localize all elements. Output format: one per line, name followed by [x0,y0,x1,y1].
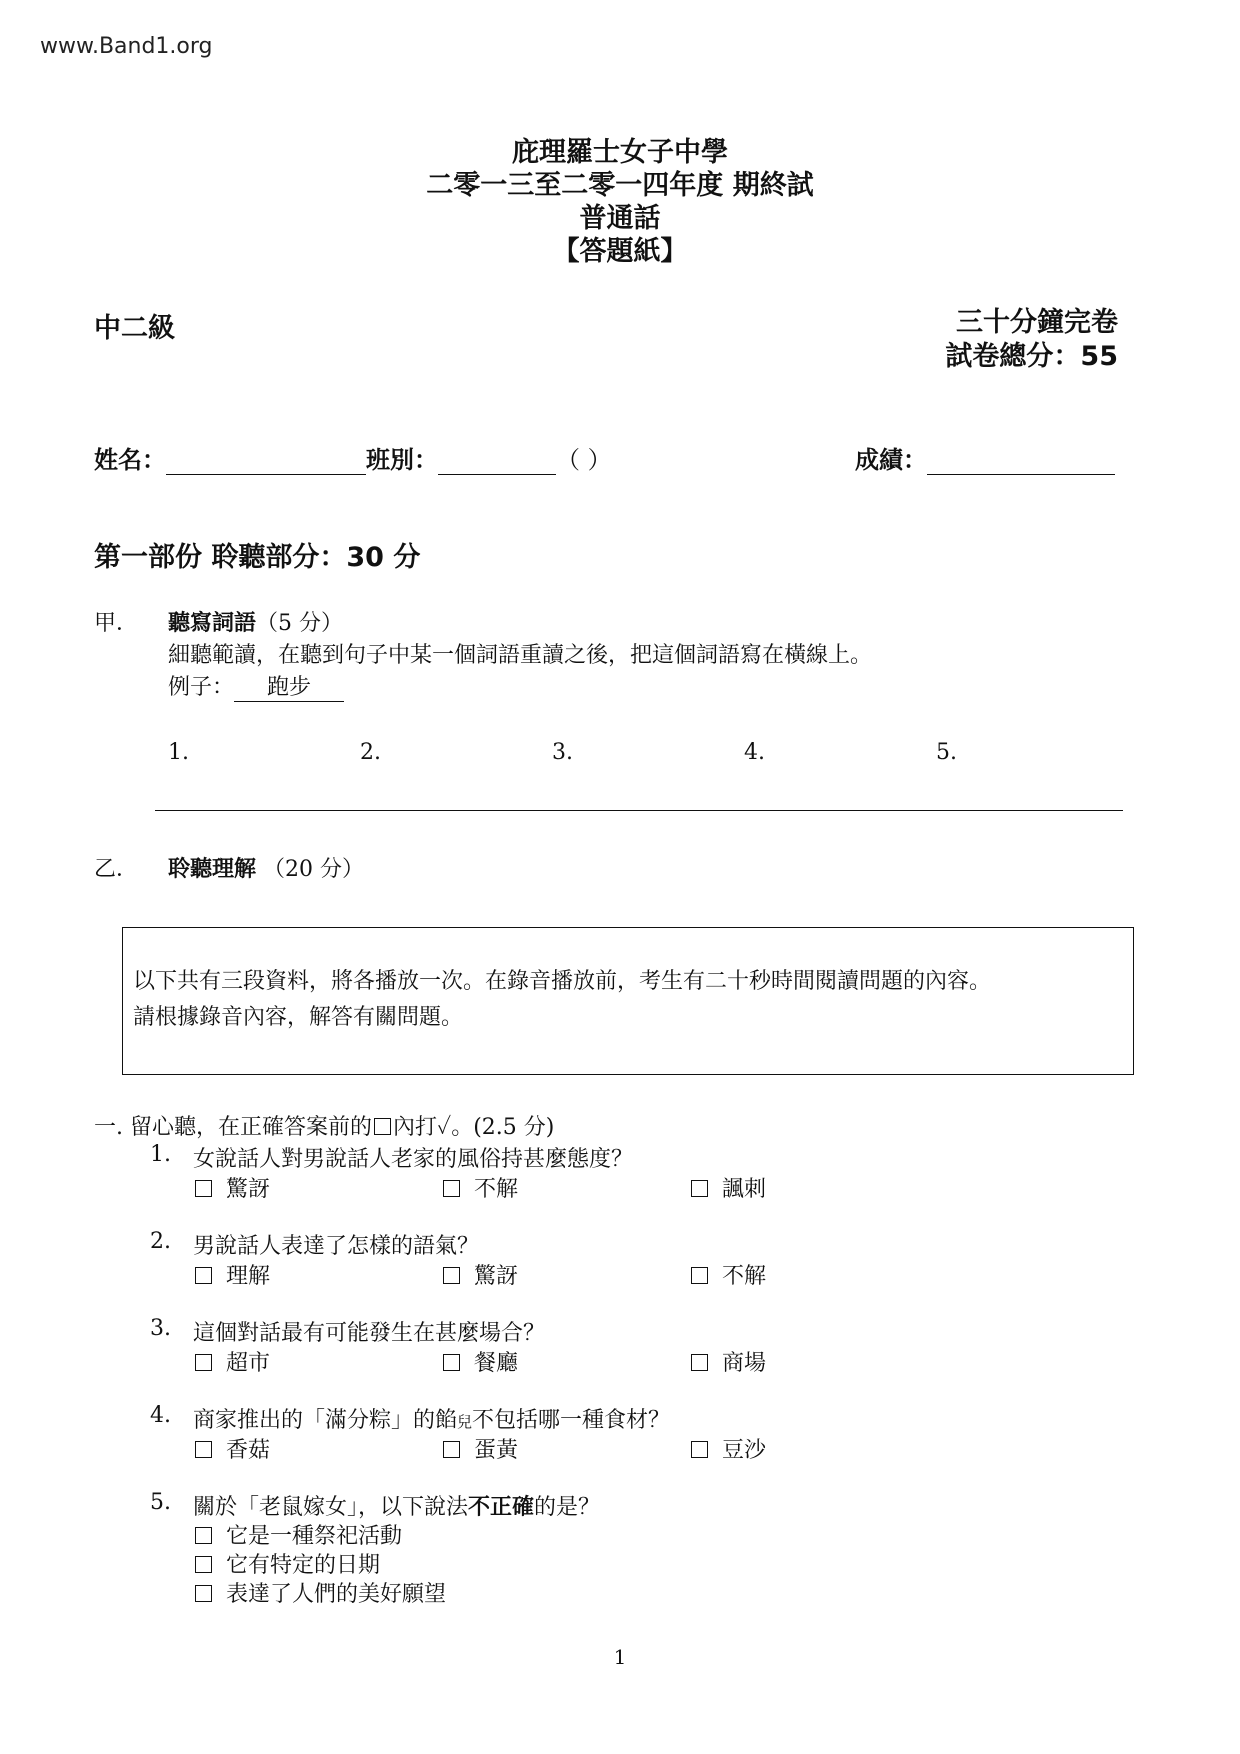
example [168,670,344,702]
checkbox-icon[interactable] [195,1556,212,1573]
duration: 三十分鐘完卷 [956,307,1118,338]
answer-number-4: 4. [744,740,765,765]
question-text [193,1490,600,1521]
option-checkbox[interactable] [443,1259,518,1290]
site-url: www.Band1.org [40,34,213,59]
option-checkbox[interactable] [443,1346,518,1377]
option-checkbox[interactable] [195,1548,380,1579]
option-checkbox[interactable] [443,1172,518,1203]
section-b-heading [168,852,364,883]
score-label: 成績： [855,446,927,474]
name-label: 姓名： [94,446,166,474]
option-label: 諷刺 [722,1177,767,1202]
checkbox-icon[interactable] [691,1267,708,1284]
option-label: 不解 [474,1177,519,1202]
section-a-label: 甲． [94,611,139,636]
checkbox-icon[interactable] [195,1527,212,1544]
option-checkbox[interactable] [691,1433,766,1464]
option-checkbox[interactable] [691,1346,766,1377]
question-group-title [94,1110,554,1141]
option-checkbox[interactable] [195,1433,270,1464]
section-b-title: 聆聽理解 [168,857,257,882]
option-checkbox[interactable] [691,1172,766,1203]
checkbox-icon[interactable] [195,1180,212,1197]
instruction-line-2: 請根據錄音內容，解答有關問題。 [133,1005,464,1030]
question-number: 2. [150,1229,171,1254]
answer-number-5: 5. [936,740,957,765]
section-a-title: 聽寫詞語 [168,611,257,636]
question-text-part: 商家推出的「滿分粽」的餡 [193,1408,458,1433]
checkbox-icon[interactable] [691,1441,708,1458]
option-checkbox[interactable] [195,1259,270,1290]
grade-level: 中二級 [94,313,175,344]
option-checkbox[interactable] [195,1346,270,1377]
class-number-paren: （ ） [556,446,612,474]
option-label: 理解 [226,1264,271,1289]
score-field-group [855,440,1115,475]
section-b-label: 乙． [94,857,139,882]
question-text-part: 不包括哪一種食材？ [472,1408,671,1433]
question-number: 4. [150,1403,171,1428]
question-text: 女說話人對男說話人老家的風俗持甚麼態度？ [193,1147,634,1172]
option-label: 香菇 [226,1438,271,1463]
document-header [0,136,1240,268]
section-b-marks: （20 分） [256,857,364,882]
subject-title: 普通話 [579,203,661,234]
instruction-line-1: 以下共有三段資料，將各播放一次。在錄音播放前，考生有二十秒時間閱讀問題的內容。 [133,969,992,994]
class-label: 班別： [366,446,438,474]
school-name: 庇理羅士女子中學 [512,137,728,168]
option-label: 表達了人們的美好願望 [226,1582,447,1607]
exam-title: 二零一三至二零一四年度 期終試 [426,170,814,201]
option-label: 商場 [722,1351,767,1376]
checkbox-icon[interactable] [195,1585,212,1602]
checkbox-icon[interactable] [691,1354,708,1371]
question-text-small: 兒 [457,1413,473,1431]
checkbox-icon[interactable] [443,1267,460,1284]
section-a-instruction: 細聽範讀，在聽到句子中某一個詞語重讀之後，把這個詞語寫在橫線上。 [168,643,873,668]
option-label: 豆沙 [722,1438,767,1463]
question-number: 5. [150,1490,171,1515]
class-field[interactable] [438,450,556,475]
option-checkbox[interactable] [195,1172,270,1203]
option-label: 超市 [226,1351,271,1376]
name-field[interactable] [166,450,366,475]
instruction-box [122,927,1134,1075]
example-label: 例子： [168,675,235,700]
option-label: 驚訝 [474,1264,519,1289]
checkbox-icon [374,1118,391,1135]
question-text: 這個對話最有可能發生在甚麼場合？ [193,1321,546,1346]
question-text-part: 的是？ [534,1495,601,1520]
question-text-part: 關於「老鼠嫁女」，以下說法 [193,1495,469,1520]
sheet-title: 【答題紙】 [552,236,688,267]
checkbox-icon[interactable] [195,1354,212,1371]
checkbox-icon[interactable] [443,1441,460,1458]
example-answer: 跑步 [234,670,344,702]
student-fields [94,440,612,475]
checkbox-icon[interactable] [443,1354,460,1371]
option-label: 它有特定的日期 [226,1553,381,1578]
answer-line[interactable] [155,810,1123,811]
option-label: 不解 [722,1264,767,1289]
exam-info [945,306,1118,374]
option-label: 它是一種祭祀活動 [226,1524,403,1549]
checkbox-icon[interactable] [691,1180,708,1197]
option-checkbox[interactable] [195,1519,402,1550]
question-number: 1. [150,1142,171,1167]
option-label: 蛋黃 [474,1438,519,1463]
answer-number-2: 2. [360,740,381,765]
question-number: 3. [150,1316,171,1341]
option-label: 餐廳 [474,1351,519,1376]
answer-number-1: 1. [168,740,189,765]
score-field[interactable] [927,450,1115,475]
part-one-title: 第一部份 聆聽部分：30 分 [94,542,421,573]
option-checkbox[interactable] [691,1259,766,1290]
option-label: 驚訝 [226,1177,271,1202]
question-group-title-text-2: 內打✓。(2.5 分) [393,1115,555,1140]
instruction-box-text [133,964,991,1036]
option-checkbox[interactable] [195,1577,446,1608]
page-number: 1 [613,1645,627,1669]
total-marks: 試卷總分：55 [945,341,1118,372]
option-checkbox[interactable] [443,1433,518,1464]
question-text-emphasis: 不正確 [468,1495,535,1520]
checkbox-icon[interactable] [195,1441,212,1458]
section-a-heading [168,606,343,637]
question-group-title-text: 一. 留心聽，在正確答案前的 [94,1115,372,1140]
answer-number-3: 3. [552,740,573,765]
checkbox-icon[interactable] [195,1267,212,1284]
section-a-marks: （5 分） [256,611,344,636]
question-text [193,1403,670,1434]
checkbox-icon[interactable] [443,1180,460,1197]
question-text: 男說話人表達了怎樣的語氣？ [193,1234,480,1259]
